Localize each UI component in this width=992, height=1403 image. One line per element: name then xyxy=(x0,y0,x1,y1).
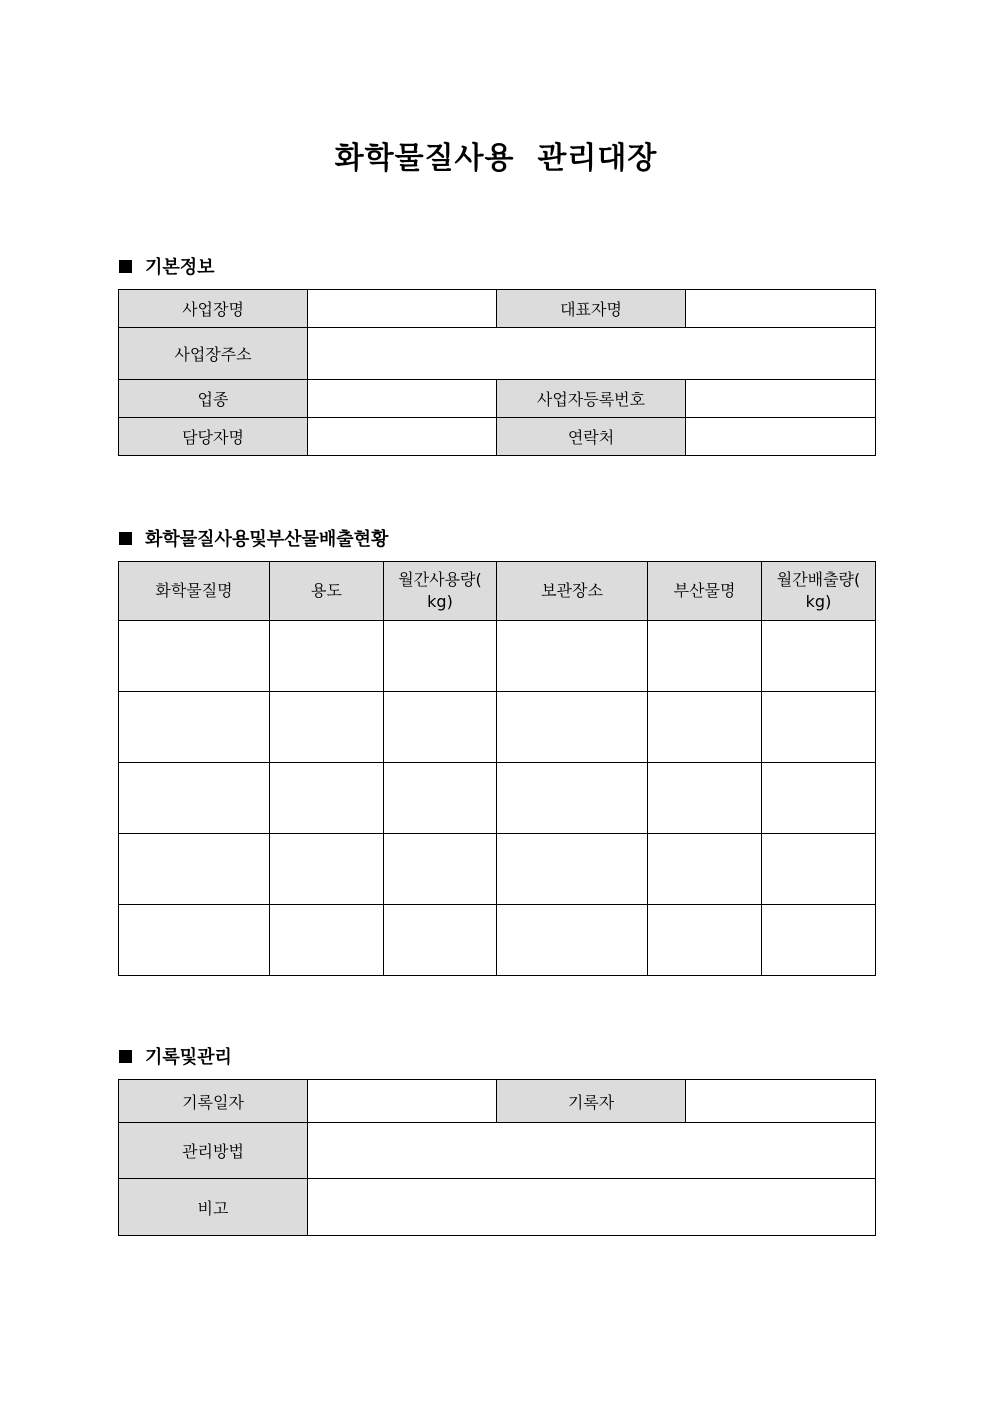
usage-table xyxy=(118,561,876,976)
column-header: 보관장소 xyxy=(497,562,648,621)
table-cell[interactable] xyxy=(384,692,497,763)
table-cell[interactable] xyxy=(648,692,762,763)
table-cell[interactable] xyxy=(384,763,497,834)
table-cell[interactable] xyxy=(270,763,384,834)
section-heading-records xyxy=(119,1043,232,1069)
recorder-field[interactable] xyxy=(686,1080,876,1123)
industry-label: 업종 xyxy=(119,380,308,418)
section-heading-label: 기록및관리 xyxy=(145,1047,232,1068)
table-cell[interactable] xyxy=(762,834,876,905)
table-cell[interactable] xyxy=(497,905,648,976)
table-cell[interactable] xyxy=(497,834,648,905)
column-header: 용도 xyxy=(270,562,384,621)
records-row xyxy=(119,1179,876,1236)
remarks-label: 비고 xyxy=(119,1179,308,1236)
table-cell[interactable] xyxy=(648,763,762,834)
table-cell[interactable] xyxy=(119,763,270,834)
column-header: 부산물명 xyxy=(648,562,762,621)
record-date-field[interactable] xyxy=(308,1080,497,1123)
records-row xyxy=(119,1080,876,1123)
management-method-label: 관리방법 xyxy=(119,1123,308,1179)
table-cell[interactable] xyxy=(384,834,497,905)
remarks-field[interactable] xyxy=(308,1179,876,1236)
records-row xyxy=(119,1123,876,1179)
basic-info-table xyxy=(118,289,876,456)
square-bullet-icon xyxy=(119,1050,132,1063)
table-cell[interactable] xyxy=(762,692,876,763)
contact-label: 연락처 xyxy=(497,418,686,456)
table-cell[interactable] xyxy=(497,763,648,834)
section-heading-usage xyxy=(119,525,388,551)
basic-info-row xyxy=(119,418,876,456)
table-cell[interactable] xyxy=(648,621,762,692)
table-cell[interactable] xyxy=(762,763,876,834)
table-row xyxy=(119,692,876,763)
basic-info-row xyxy=(119,328,876,380)
table-cell[interactable] xyxy=(270,905,384,976)
table-cell[interactable] xyxy=(384,905,497,976)
basic-info-row xyxy=(119,380,876,418)
table-row xyxy=(119,834,876,905)
industry-field[interactable] xyxy=(308,380,497,418)
table-cell[interactable] xyxy=(497,621,648,692)
table-cell[interactable] xyxy=(270,834,384,905)
table-cell[interactable] xyxy=(270,621,384,692)
section-heading-label: 화학물질사용및부산물배출현황 xyxy=(145,529,389,550)
section-heading-basic-info xyxy=(119,253,215,279)
business-name-label: 사업장명 xyxy=(119,290,308,328)
records-table xyxy=(118,1079,876,1236)
contact-field[interactable] xyxy=(686,418,876,456)
representative-label: 대표자명 xyxy=(497,290,686,328)
table-row xyxy=(119,763,876,834)
table-row xyxy=(119,905,876,976)
basic-info-row xyxy=(119,290,876,328)
square-bullet-icon xyxy=(119,260,132,273)
table-cell[interactable] xyxy=(270,692,384,763)
section-heading-label: 기본정보 xyxy=(145,257,215,278)
column-header: 화학물질명 xyxy=(119,562,270,621)
table-cell[interactable] xyxy=(762,905,876,976)
column-header: 월간사용량( kg) xyxy=(384,562,497,621)
table-cell[interactable] xyxy=(497,692,648,763)
business-address-label: 사업장주소 xyxy=(119,328,308,380)
table-cell[interactable] xyxy=(762,621,876,692)
manager-label: 담당자명 xyxy=(119,418,308,456)
table-cell[interactable] xyxy=(384,621,497,692)
representative-field[interactable] xyxy=(686,290,876,328)
square-bullet-icon xyxy=(119,532,132,545)
table-cell[interactable] xyxy=(648,905,762,976)
table-cell[interactable] xyxy=(119,834,270,905)
management-method-field[interactable] xyxy=(308,1123,876,1179)
table-cell[interactable] xyxy=(119,621,270,692)
table-cell[interactable] xyxy=(119,905,270,976)
record-date-label: 기록일자 xyxy=(119,1080,308,1123)
manager-field[interactable] xyxy=(308,418,497,456)
registration-number-label: 사업자등록번호 xyxy=(497,380,686,418)
table-row xyxy=(119,621,876,692)
page-title: 화학물질사용 관리대장 xyxy=(334,141,658,176)
recorder-label: 기록자 xyxy=(497,1080,686,1123)
business-address-field[interactable] xyxy=(308,328,876,380)
column-header: 월간배출량( kg) xyxy=(762,562,876,621)
table-cell[interactable] xyxy=(648,834,762,905)
usage-header-row xyxy=(119,562,876,621)
table-cell[interactable] xyxy=(119,692,270,763)
business-name-field[interactable] xyxy=(308,290,497,328)
registration-number-field[interactable] xyxy=(686,380,876,418)
